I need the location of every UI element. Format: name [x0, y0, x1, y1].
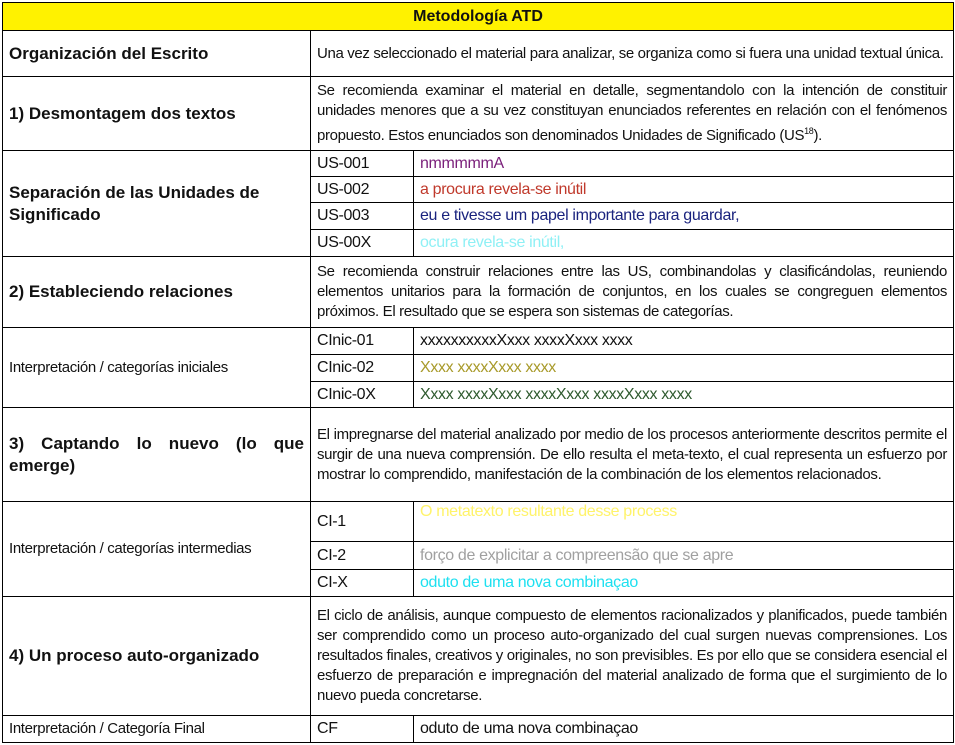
us-code: US-003	[311, 203, 414, 230]
auto-text: El ciclo de análisis, aunque compuesto de elementos racionalizados y planificados, puede también ser comprendido como un proceso auto-organizado del cual surgen nuevas comprensiones. Los resultados finales, creativos y originales, no son previsibles. Es por ello que se considera esencial el esfuerzo de preparación e impregnación del material analizado de forma que el surgimiento de lo nuevo pueda concretarse.	[311, 597, 954, 716]
sep-label: Separación de las Unidades de Significado	[3, 151, 311, 257]
capt-label: 3) Captando lo nuevo (lo que emerge)	[3, 408, 311, 502]
cf-code: CF	[311, 716, 414, 743]
org-text: Una vez seleccionado el material para analizar, se organiza como si fuera una unidad textual única.	[311, 31, 954, 77]
capt-text: El impregnarse del material analizado por medio de los procesos anteriormente descritos permite el surgir de una nueva comprensión. De ello resulta el meta-texto, el cual representa un esfuerzo por mostrar lo comprendido, manifestación de la combinación de los elementos relacionados.	[311, 408, 954, 502]
auto-label: 4) Un proceso auto-organizado	[3, 597, 311, 716]
us-code: US-001	[311, 151, 414, 177]
us-text: nmmmmmA	[414, 151, 954, 177]
cf-text: oduto de uma nova combinaçao	[414, 716, 954, 743]
us-text: eu e tivesse um papel importante para guardar,	[414, 203, 954, 230]
org-label: Organización del Escrito	[3, 31, 311, 77]
us-code: US-002	[311, 177, 414, 203]
estab-text: Se recomienda construir relaciones entre las US, combinandolas y clasificándolas, reuniendo elementos unitarios para la formación de conjuntos, en los cuales se congreguen elementos próximos. El resultado que se espera son sistemas de categorías.	[311, 257, 954, 328]
estab-label: 2) Estableciendo relaciones	[3, 257, 311, 328]
desm-text: Se recomienda examinar el material en detalle, segmentandolo con la intención de constituir unidades menores que a su vez constituyan enunciados referentes en relación con el fenómenos propuesto. Estos enunciados son denominados Unidades de Significado (US$^{18}$).	[311, 77, 954, 151]
ci-code: CInic-01	[311, 328, 414, 355]
us-text: a procura revela-se inútil	[414, 177, 954, 203]
ci-text: forço de explicitar a compreensão que se apre	[414, 542, 954, 570]
ci-code: CInic-02	[311, 355, 414, 382]
ci-code: CI-X	[311, 570, 414, 597]
ci-code: CI-1	[311, 502, 414, 542]
desm-label: 1) Desmontagem dos textos	[3, 77, 311, 151]
ci-text: Xxxx xxxxXxxx xxxx	[414, 355, 954, 382]
us-code: US-00X	[311, 230, 414, 257]
final-label: Interpretación / Categoría Final	[3, 716, 311, 743]
atd-methodology-table	[2, 2, 954, 743]
table-title: Metodología ATD	[3, 3, 954, 31]
ci-text: Xxxx xxxxXxxx xxxxXxxx xxxxXxxx xxxx	[414, 382, 954, 408]
ci-code: CI-2	[311, 542, 414, 570]
ci-text: xxxxxxxxxxXxxx xxxxXxxx xxxx	[414, 328, 954, 355]
ci-code: CInic-0X	[311, 382, 414, 408]
us-text: ocura revela-se inútil,	[414, 230, 954, 257]
inter-label: Interpretación / categorías intermedias	[3, 502, 311, 597]
ci-text: O metatexto resultante desse process	[414, 502, 954, 542]
ci-text: oduto de uma nova combinaçao	[414, 570, 954, 597]
ini-label: Interpretación / categorías iniciales	[3, 328, 311, 408]
